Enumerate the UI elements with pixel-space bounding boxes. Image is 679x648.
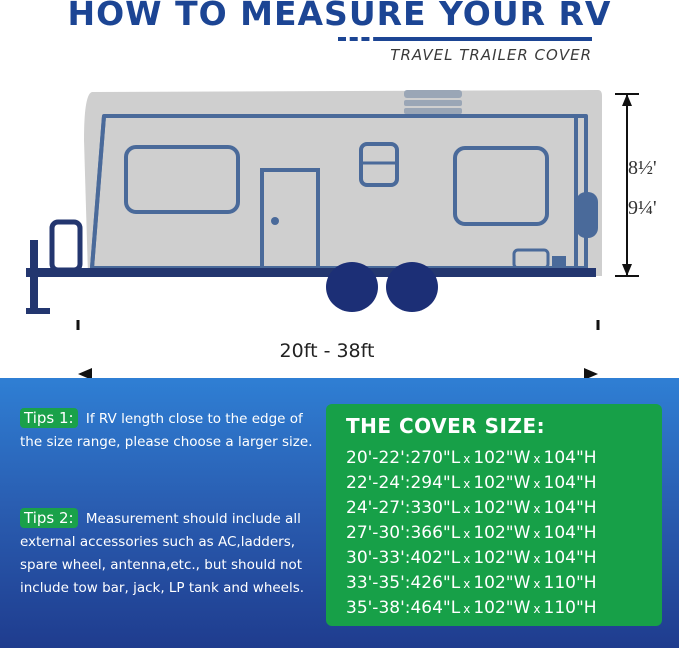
size-separator: x — [533, 552, 541, 566]
size-w: 102"W — [473, 573, 531, 593]
tip-1-text: If RV length close to the edge of the size range, please choose a larger size. — [20, 411, 313, 450]
height-value-1: 8½' — [628, 157, 657, 179]
cover-size-row — [346, 596, 662, 621]
size-w: 102"W — [473, 548, 531, 568]
door-handle — [271, 217, 279, 225]
size-range: 30'-33':402"L — [346, 548, 461, 568]
cover-size-row — [346, 546, 662, 571]
cover-size-row — [346, 496, 662, 521]
size-w: 102"W — [473, 523, 531, 543]
size-separator: x — [463, 477, 471, 491]
rv-illustration — [0, 70, 679, 330]
size-range: 27'-30':366"L — [346, 523, 461, 543]
size-separator: x — [533, 502, 541, 516]
size-h: 104"H — [543, 448, 597, 468]
size-range: 22'-24':294"L — [346, 473, 461, 493]
spare-wheel — [576, 192, 598, 238]
wheel-rear — [386, 262, 438, 312]
cover-size-row — [346, 571, 662, 596]
size-separator: x — [533, 527, 541, 541]
front-rack — [52, 222, 80, 270]
size-h: 104"H — [543, 548, 597, 568]
cover-size-row — [346, 446, 662, 471]
cover-size-row — [346, 521, 662, 546]
wheel-front — [326, 262, 378, 312]
size-h: 104"H — [543, 498, 597, 518]
size-range: 24'-27':330"L — [346, 498, 461, 518]
cover-size-title: THE COVER SIZE: — [346, 414, 546, 438]
cover-size-list — [346, 446, 662, 621]
cover-size-row — [346, 471, 662, 496]
page-title: HOW TO MEASURE YOUR RV — [67, 0, 612, 33]
cover-size-box — [326, 404, 662, 626]
size-separator: x — [463, 602, 471, 616]
tip-1-tag: Tips 1: — [20, 408, 78, 428]
size-separator: x — [533, 577, 541, 591]
length-arrows — [0, 360, 679, 380]
size-w: 102"W — [473, 598, 531, 618]
size-w: 102"W — [473, 448, 531, 468]
tip-1 — [20, 408, 320, 454]
chassis-frame — [26, 268, 596, 277]
title-underline — [378, 37, 592, 41]
size-separator: x — [533, 477, 541, 491]
roof-vent — [404, 90, 462, 98]
size-range: 35'-38':464"L — [346, 598, 461, 618]
size-h: 110"H — [543, 573, 597, 593]
size-separator: x — [463, 577, 471, 591]
size-h: 104"H — [543, 523, 597, 543]
size-separator: x — [463, 452, 471, 466]
tip-2-text: Measurement should include all external accessories such as AC,ladders, spare wheel, antenna,etc., but should not include tow bar, jack, LP tank and wheels. — [20, 511, 305, 596]
size-separator: x — [463, 552, 471, 566]
tip-2-tag: Tips 2: — [20, 508, 78, 528]
size-range: 20'-22':270"L — [346, 448, 461, 468]
tip-2 — [20, 508, 320, 600]
size-separator: x — [533, 452, 541, 466]
tongue-jack — [30, 240, 38, 314]
size-h: 110"H — [543, 598, 597, 618]
height-label — [628, 148, 657, 228]
size-separator: x — [463, 502, 471, 516]
size-separator: x — [463, 527, 471, 541]
size-h: 104"H — [543, 473, 597, 493]
size-w: 102"W — [473, 498, 531, 518]
size-range: 33'-35':426"L — [346, 573, 461, 593]
info-panel — [0, 378, 679, 648]
page-subtitle: TRAVEL TRAILER COVER — [390, 46, 592, 64]
size-separator: x — [533, 602, 541, 616]
length-label: 20ft - 38ft — [279, 340, 375, 362]
size-w: 102"W — [473, 473, 531, 493]
height-value-2: 9¼' — [628, 197, 657, 219]
